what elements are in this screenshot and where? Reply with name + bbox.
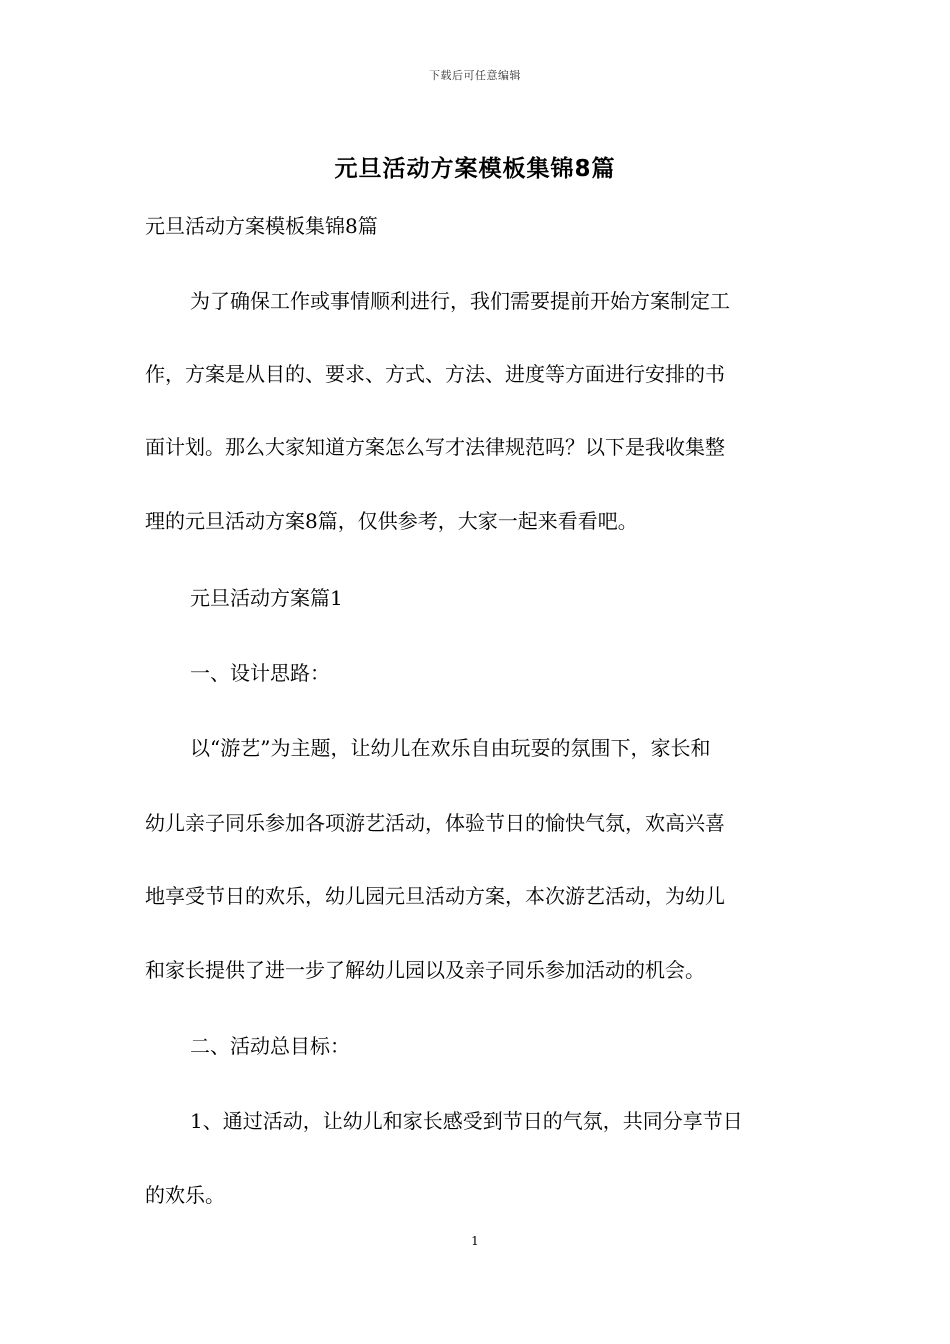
section-heading: 元旦活动方案篇1	[190, 586, 343, 610]
paragraph-line: 理的元旦活动方案8篇，仅供参考，大家一起来看看吧。	[145, 509, 638, 533]
paragraph-line: 以“游艺”为主题，让幼儿在欢乐自由玩耍的氛围下，家长和	[190, 736, 711, 760]
page-number: 1	[471, 1234, 479, 1248]
paragraph-line: 地享受节日的欢乐，幼儿园元旦活动方案，本次游艺活动，为幼儿	[145, 884, 725, 908]
document-subtitle: 元旦活动方案模板集锦8篇	[145, 214, 378, 238]
paragraph-line: 1、通过活动，让幼儿和家长感受到节日的气氛，共同分享节日	[190, 1109, 743, 1133]
paragraph-line: 面计划。那么大家知道方案怎么写才法律规范吗？以下是我收集整	[145, 435, 725, 459]
paragraph-line: 的欢乐。	[145, 1183, 225, 1207]
subsection-heading: 二、活动总目标：	[190, 1034, 350, 1058]
page-header-note: 下载后可任意编辑	[429, 69, 521, 82]
paragraph-line: 为了确保工作或事情顺利进行，我们需要提前开始方案制定工	[190, 289, 730, 313]
document-title: 元旦活动方案模板集锦8篇	[334, 156, 616, 182]
paragraph-line: 作，方案是从目的、要求、方式、方法、进度等方面进行安排的书	[145, 362, 725, 386]
paragraph-line: 和家长提供了进一步了解幼儿园以及亲子同乐参加活动的机会。	[145, 958, 705, 982]
paragraph-line: 幼儿亲子同乐参加各项游艺活动，体验节日的愉快气氛，欢高兴喜	[145, 811, 725, 835]
subsection-heading: 一、设计思路：	[190, 661, 330, 685]
